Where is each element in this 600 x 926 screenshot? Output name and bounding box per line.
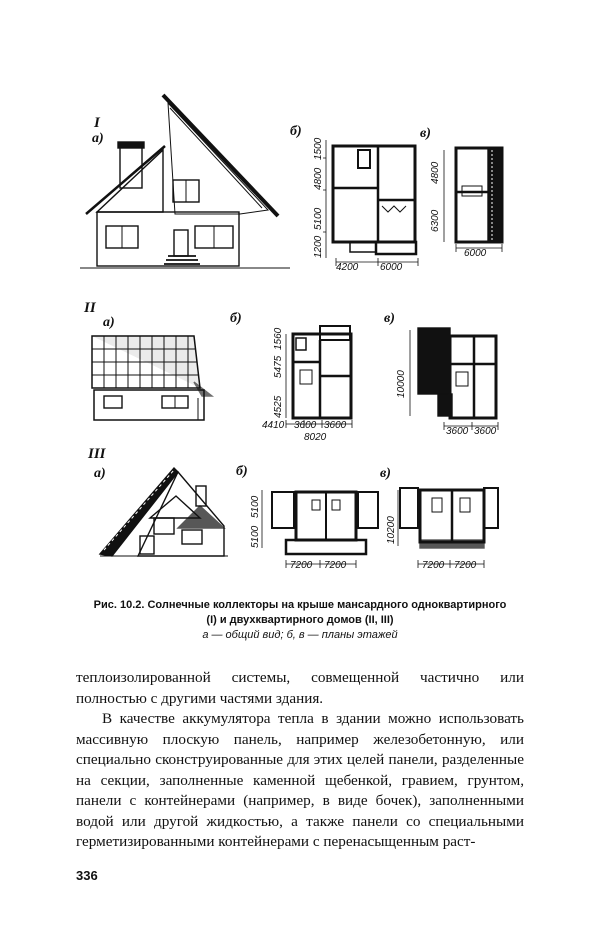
- dim-II-b-h2: 3600: [294, 420, 317, 431]
- group-I-label-b: б): [290, 124, 302, 139]
- group-II-label-a: а): [103, 315, 115, 330]
- group-III-label-v: в): [380, 466, 391, 481]
- dim-I-b-h1: 4200: [336, 262, 359, 273]
- dim-I-b-h2: 6000: [380, 262, 403, 273]
- plan-II-b: [293, 326, 351, 418]
- group-III-label-b: б): [236, 464, 248, 479]
- house-II-elevation: [92, 336, 212, 420]
- dim-II-b-v1: 4525: [273, 395, 284, 418]
- dim-I-b-v2: 5100: [313, 207, 324, 230]
- plan-I-v: [456, 148, 502, 242]
- group-I-numeral: I: [94, 115, 100, 131]
- group-II-label-v: в): [384, 311, 395, 326]
- plan-I-b: [333, 146, 416, 254]
- dim-II-b-v2: 5475: [273, 355, 284, 378]
- dim-III-b-h1: 7200: [290, 560, 313, 571]
- group-II-numeral: II: [84, 300, 96, 316]
- figure-caption: [60, 598, 540, 643]
- dim-II-b-h4: 8020: [304, 432, 327, 443]
- house-III-elevation: [100, 468, 228, 556]
- group-III-label-a: а): [94, 466, 106, 481]
- caption-line-3: а — общий вид; б, в — планы этажей: [202, 629, 398, 641]
- dim-II-v-h2: 3600: [474, 426, 497, 437]
- dim-III-v-h1: 7200: [422, 560, 445, 571]
- dim-I-b-v4: 1500: [313, 137, 324, 160]
- plan-II-v: [418, 328, 496, 418]
- dim-II-v-v1: 10000: [396, 370, 407, 398]
- plan-III-b: [272, 492, 378, 554]
- group-I-label-a: а): [92, 131, 104, 146]
- body-text: [76, 668, 524, 853]
- dim-I-v-h1: 6000: [464, 248, 487, 259]
- caption-line-1: Рис. 10.2. Солнечные коллекторы на крыше мансардного одноквартирного: [93, 599, 507, 611]
- dim-III-b-v2: 5100: [250, 495, 261, 518]
- dim-I-v-v1: 6300: [430, 209, 441, 232]
- dim-III-b-v1: 5100: [250, 525, 261, 548]
- dim-III-v-v1: 10200: [386, 516, 397, 544]
- house-I-elevation: [80, 95, 290, 268]
- plan-III-v: [400, 488, 498, 548]
- dim-III-b-h2: 7200: [324, 560, 347, 571]
- group-I-label-v: в): [420, 126, 431, 141]
- dim-II-b-h3: 3600: [324, 420, 347, 431]
- dim-III-v-h2: 7200: [454, 560, 477, 571]
- caption-line-2: (I) и двухквартирного домов (II, III): [206, 614, 394, 626]
- dim-I-v-v2: 4800: [430, 161, 441, 184]
- dim-II-b-v3: 1560: [273, 327, 284, 350]
- paragraph-2: В качестве аккумулятора тепла в здании можно использовать массивную плоскую панель, например железобетонную, или специально сконструированные для этих целей панели, разделенные на секции, заполненные каменной щебенкой, гравием, грунтом, панели с контейнерами (например, в виде бочек), заполненными водой или другой жидкостью, а также панели со специальными герметизированными контейнерами с перенасыщенным раст-: [76, 710, 524, 850]
- dim-I-b-v1: 1200: [313, 235, 324, 258]
- dim-I-b-v3: 4800: [313, 167, 324, 190]
- page-number: 336: [76, 868, 98, 883]
- paragraph-1: теплоизолированной системы, совмещенной частично или полностью с другими частями здания.: [76, 669, 524, 707]
- group-III-numeral: III: [88, 446, 106, 462]
- group-II-label-b: б): [230, 311, 242, 326]
- dim-II-v-h1: 3600: [446, 426, 469, 437]
- dim-II-b-h1: 4410: [262, 420, 285, 431]
